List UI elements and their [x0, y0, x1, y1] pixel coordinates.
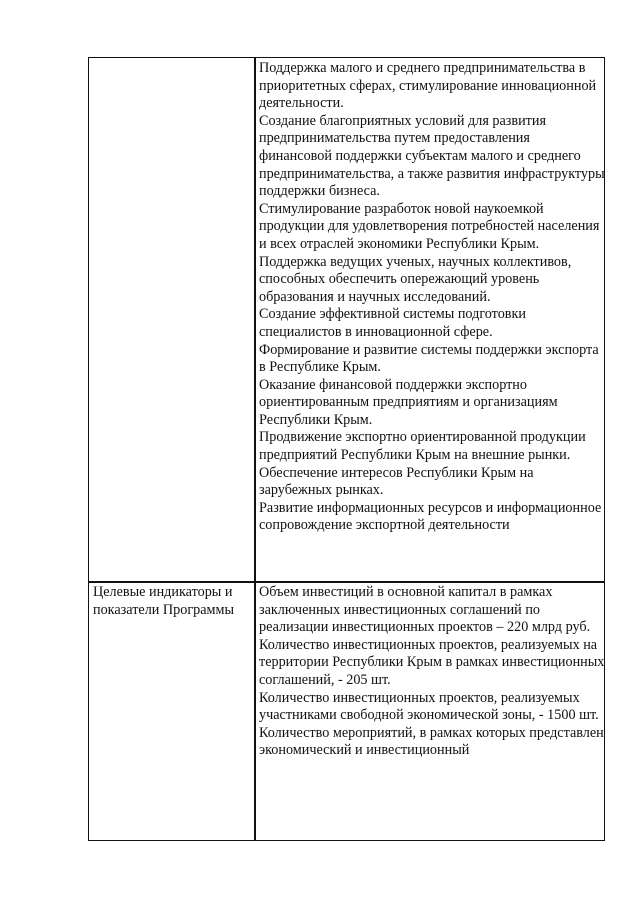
- row1-paragraph: Продвижение экспортно ориентированной продукции предприятий Республики Крым на внешние рынки.: [259, 429, 586, 464]
- row1-paragraph: Поддержка ведущих ученых, научных коллективов, способных обеспечить опережающий уровень образования и научных исследований.: [259, 253, 572, 305]
- row-divider: [88, 581, 605, 583]
- row2-paragraph: Количество мероприятий, в рамках которых представлен экономический и инвестиционный: [259, 724, 604, 759]
- row1-paragraph: Поддержка малого и среднего предпринимательства в приоритетных сферах, стимулирование инновационной деятельности.: [259, 60, 597, 112]
- row1-paragraph: Создание благоприятных условий для развития предпринимательства путем предоставления финансовой поддержки субъектам малого и среднего предпринимательства, а также развития инфраструктуры поддержки бизнеса.: [259, 112, 605, 200]
- column-divider: [254, 57, 256, 841]
- row1-content: [259, 60, 605, 535]
- row1-paragraph: Обеспечение интересов Республики Крым на зарубежных рынках.: [259, 464, 534, 499]
- row2-content: [259, 584, 605, 760]
- row2-paragraph: Количество инвестиционных проектов, реализуемых на территории Республики Крым в рамках инвестиционных соглашений, - 205 шт.: [259, 636, 605, 688]
- row2-paragraph: Количество инвестиционных проектов, реализуемых участниками свободной экономической зоны, - 1500 шт.: [259, 689, 599, 724]
- row1-paragraph: Развитие информационных ресурсов и информационное сопровождение экспортной деятельности: [259, 499, 602, 534]
- row1-paragraph: Оказание финансовой поддержки экспортно ориентированным предприятиям и организациям Республики Крым.: [259, 376, 558, 428]
- row1-paragraph: Создание эффективной системы подготовки специалистов в инновационной сфере.: [259, 306, 526, 340]
- row2-label: Целевые индикаторы и показатели Программы: [93, 584, 235, 618]
- row1-paragraph: Формирование и развитие системы поддержки экспорта в Республике Крым.: [259, 341, 599, 376]
- row2-paragraph: Объем инвестиций в основной капитал в рамках заключенных инвестиционных соглашений по реализации инвестиционных проектов – 220 млрд руб.: [259, 584, 591, 636]
- row1-paragraph: Стимулирование разработок новой наукоемкой продукции для удовлетворения потребностей населения и всех отраслей экономики Республики Крым.: [259, 200, 600, 252]
